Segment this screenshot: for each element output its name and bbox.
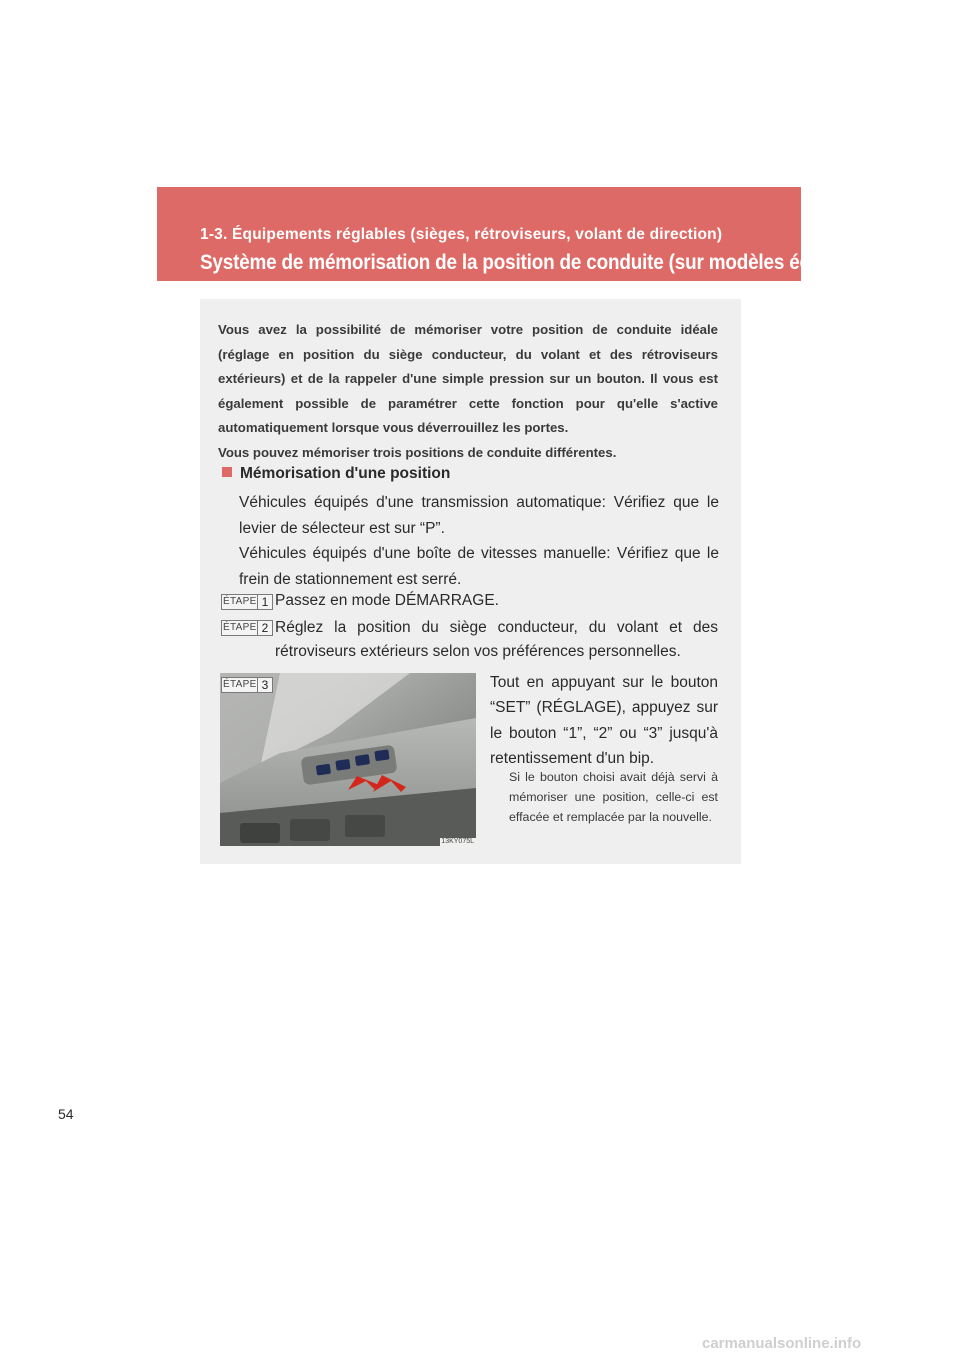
step-badge-number: 1: [257, 595, 272, 609]
prerequisites: [239, 490, 719, 592]
door-panel-illustration: [220, 673, 476, 846]
memory-button-3: [355, 754, 370, 766]
prerequisite-item: Véhicules équipés d'une boîte de vitesses manuelle: Vérifiez que le frein de stationnement est serré.: [239, 545, 719, 588]
step-badge-3: [221, 677, 273, 693]
step-2-text: Réglez la position du siège conducteur, du volant et des rétroviseurs extérieurs selon vos préférences personnelles.: [275, 619, 718, 660]
section-heading: [222, 465, 450, 483]
step-badge-2: [221, 620, 273, 636]
square-bullet-icon: [222, 467, 232, 477]
step-1-text: Passez en mode DÉMARRAGE.: [275, 592, 499, 609]
step-badge-number: 3: [257, 678, 272, 692]
page-title: Système de mémorisation de la position de conduite (sur modèles équipés): [200, 251, 866, 274]
step-badge-1: [221, 594, 273, 610]
step-3-note: Si le bouton choisi avait déjà servi à mémoriser une position, celle-ci est effacée et remplacée par la nouvelle.: [509, 770, 718, 824]
set-button: [374, 749, 389, 761]
intro-paragraph: Vous avez la possibilité de mémoriser votre position de conduite idéale (réglage en position du siège conducteur, du volant et des rétroviseurs extérieurs) et de la rappeler d'une simple pression sur un bouton. Il vous est également possible de paramétrer cette fonction pour qu'elle s'active automatiquement lorsque vous déverrouillez les portes.: [218, 322, 718, 436]
section-label: 1-3. Équipements réglables (sièges, rétroviseurs, volant de direction): [200, 226, 723, 243]
intro-text: [218, 318, 718, 466]
step-badge-label: ÉTAPE: [223, 679, 257, 690]
step-badge-number: 2: [257, 621, 272, 635]
intro-paragraph: Vous pouvez mémoriser trois positions de conduite différentes.: [218, 444, 617, 460]
memory-buttons-photo: [220, 673, 476, 846]
step-badge-label: ÉTAPE: [223, 596, 257, 607]
prerequisite-item: Véhicules équipés d'une transmission automatique: Vérifiez que le levier de sélecteur est sur “P”.: [239, 494, 719, 537]
page-number: 54: [58, 1106, 74, 1122]
memory-button-1: [316, 764, 331, 776]
section-heading-label: Mémorisation d'une position: [240, 465, 451, 482]
step-badge-label: ÉTAPE: [223, 622, 257, 633]
memory-button-2: [335, 759, 350, 771]
step-3-text: Tout en appuyant sur le bouton “SET” (RÉGLAGE), appuyez sur le bouton “1”, “2” ou “3” jusqu'à retentissement d'un bip.: [490, 674, 718, 768]
figure-code: 13KY075L: [441, 838, 474, 845]
watermark: carmanualsonline.info: [702, 1335, 862, 1352]
